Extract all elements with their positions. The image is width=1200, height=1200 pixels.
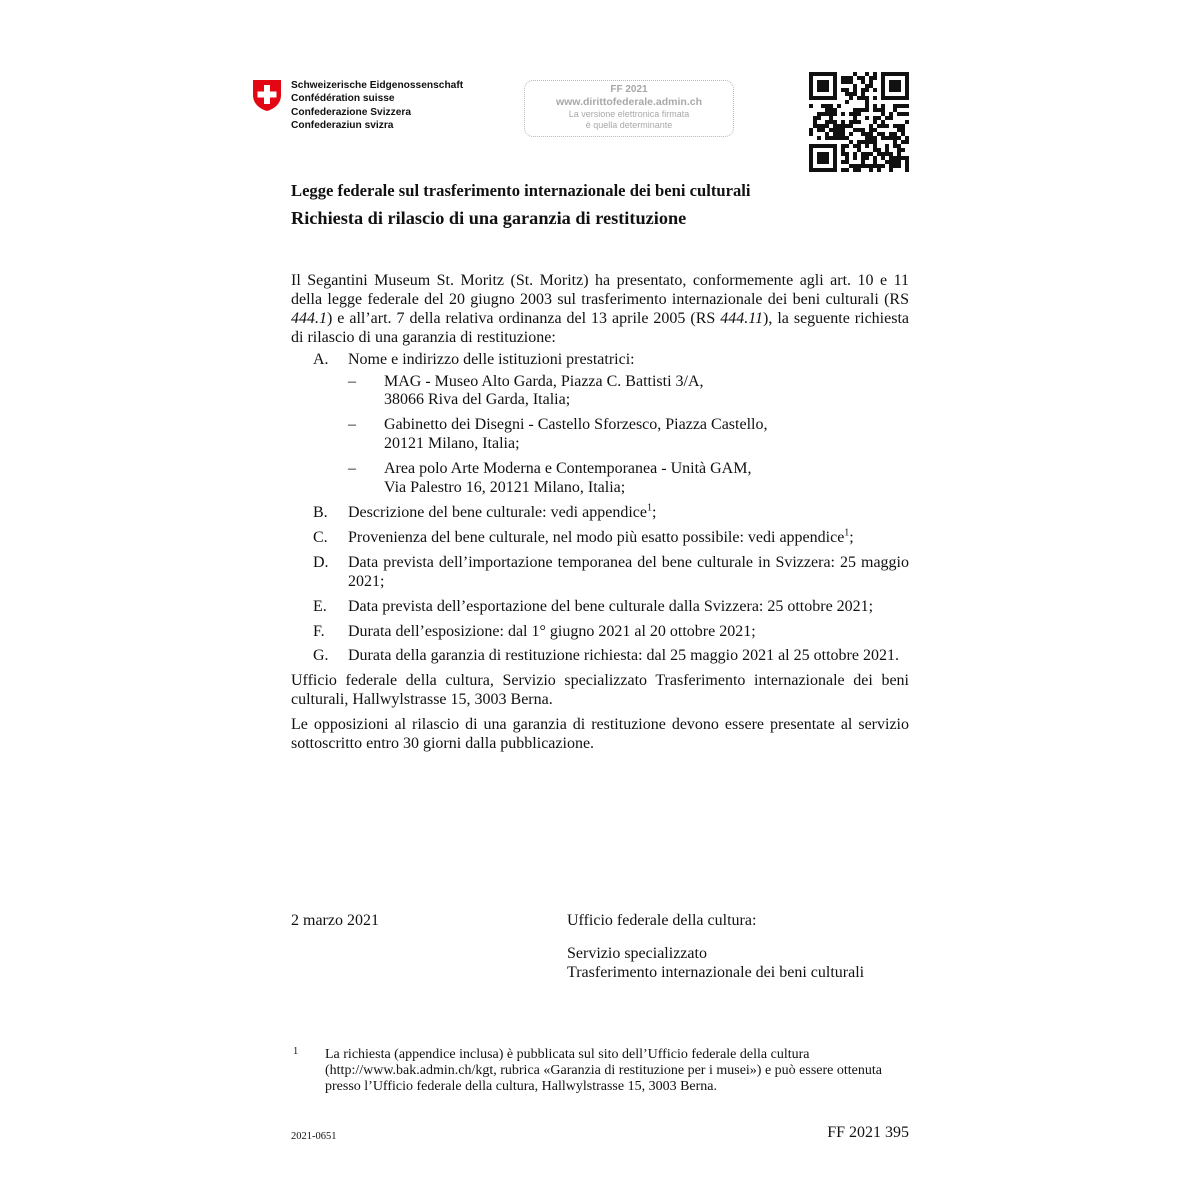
item-c <box>291 529 909 548</box>
item-text: Durata della garanzia di restituzione richiesta: dal 25 maggio 2021 al 25 ottobre 2021. <box>348 647 899 665</box>
item-tail: ; <box>849 528 854 546</box>
law-title: Legge federale sul trasferimento internazionale dei beni culturali <box>291 181 751 200</box>
footnote-ref: 1 <box>646 502 652 514</box>
office-paragraph: Ufficio federale della cultura, Servizio specializzato Trasferimento internazionale dei beni culturali, Hallwylstrasse 15, 3003 Berna. <box>291 672 909 709</box>
item-letter: A. <box>313 350 329 368</box>
item-text: Data prevista dell’importazione temporanea del bene culturale in Svizzera: 25 maggio 2021; <box>348 553 909 590</box>
footnote-ref: 1 <box>844 527 850 539</box>
item-d <box>291 554 909 592</box>
lender-line: Via Palestro 16, 20121 Milano, Italia; <box>384 479 626 497</box>
dash: – <box>348 372 356 390</box>
lender-list <box>348 373 909 498</box>
item-letter: E. <box>313 597 327 615</box>
item-text: Provenienza del bene culturale, nel modo più esatto possibile: vedi appendice <box>348 528 845 546</box>
item-text: Durata dell’esposizione: dal 1° giugno 2021 al 20 ottobre 2021; <box>348 622 756 640</box>
lender-line: 20121 Milano, Italia; <box>384 435 520 453</box>
item-letter: G. <box>313 647 329 665</box>
intro-text-3: ), la seguente richiesta di rilascio di una garanzia di restituzione: <box>291 309 909 346</box>
intro-rs-2: 444.11 <box>720 309 764 327</box>
item-text: Nome e indirizzo delle istituzioni prestatrici: <box>348 350 635 368</box>
item-text: Descrizione del bene culturale: vedi appendice <box>348 503 647 521</box>
stamp-ff: FF 2021 <box>610 84 648 95</box>
request-items <box>291 351 909 667</box>
confederation-names <box>291 79 463 132</box>
item-letter: F. <box>313 622 325 640</box>
electronic-version-stamp <box>524 80 734 137</box>
document-reference: 2021-0651 <box>291 1131 337 1142</box>
confederation-rm: Confederaziun svizra <box>291 119 394 131</box>
stamp-note-1: La versione elettronica firmata <box>568 109 690 119</box>
lender-item <box>291 373 909 411</box>
item-e <box>291 598 909 617</box>
intro-text-1: Il Segantini Museum St. Moritz (St. Moritz) ha presentato, conformemente agli art. 10 e 11 della legge federale del 20 giugno 2003 sul trasferimento internazionale dei beni culturali (RS <box>291 272 909 308</box>
lender-line: Gabinetto dei Disegni - Castello Sforzesco, Piazza Castello, <box>384 416 768 434</box>
signature-block <box>567 912 864 983</box>
request-title: Richiesta di rilascio di una garanzia di restituzione <box>291 208 687 228</box>
signature-office: Ufficio federale della cultura: <box>567 912 757 929</box>
item-tail: ; <box>651 503 657 521</box>
item-letter: B. <box>313 503 328 521</box>
signature-service: Servizio specializzato <box>567 944 707 962</box>
signature-service-name: Trasferimento internazionale dei beni culturali <box>567 963 865 981</box>
lender-line: 38066 Riva del Garda, Italia; <box>384 391 571 409</box>
document-date: 2 marzo 2021 <box>291 912 379 929</box>
stamp-note-2: è quella determinante <box>585 120 673 130</box>
dash: – <box>348 416 356 434</box>
footnote-text: La richiesta (appendice inclusa) è pubblicata sul sito dell’Ufficio federale della cultura (http://www.bak.admin.ch/kgt, rubrica «Garanzia di restituzione per i musei») e può essere ottenuta presso l’Ufficio federale della cultura, Hallwylstrasse 15, 3003 Berna. <box>325 1047 882 1094</box>
item-a <box>291 351 909 498</box>
lender-item <box>291 416 909 454</box>
qr-code-icon <box>809 72 909 172</box>
objection-paragraph: Le opposizioni al rilascio di una garanzia di restituzione devono essere presentate al servizio sottoscritto entro 30 giorni dalla pubblicazione. <box>291 716 909 753</box>
dash: – <box>348 460 356 478</box>
lender-item <box>291 460 909 498</box>
item-b <box>291 504 909 523</box>
confederation-de: Schweizerische Eidgenossenschaft <box>291 80 464 91</box>
intro-rs-1: 444.1 <box>291 309 327 327</box>
item-f <box>291 623 909 642</box>
confederation-fr: Confédération suisse <box>291 93 395 105</box>
intro-text-2: ) e all’art. 7 della relativa ordinanza del 13 aprile 2005 (RS <box>327 309 721 327</box>
item-letter: C. <box>313 528 328 546</box>
lender-line: Area polo Arte Moderna e Contemporanea - Unità GAM, <box>384 460 752 478</box>
confederation-it: Confederazione Svizzera <box>291 106 412 118</box>
item-letter: D. <box>313 553 329 571</box>
item-text: Data prevista dell’esportazione del bene culturale dalla Svizzera: 25 ottobre 2021; <box>348 597 874 615</box>
intro-paragraph <box>291 272 909 348</box>
footnote-number: 1 <box>293 1046 299 1057</box>
swiss-cross-icon <box>252 78 282 112</box>
document-body <box>291 272 909 754</box>
stamp-url: www.dirittofederale.admin.ch <box>555 96 703 108</box>
item-g <box>291 647 909 666</box>
lender-line: MAG - Museo Alto Garda, Piazza C. Battisti 3/A, <box>384 372 704 390</box>
page-reference: FF 2021 395 <box>827 1124 909 1141</box>
